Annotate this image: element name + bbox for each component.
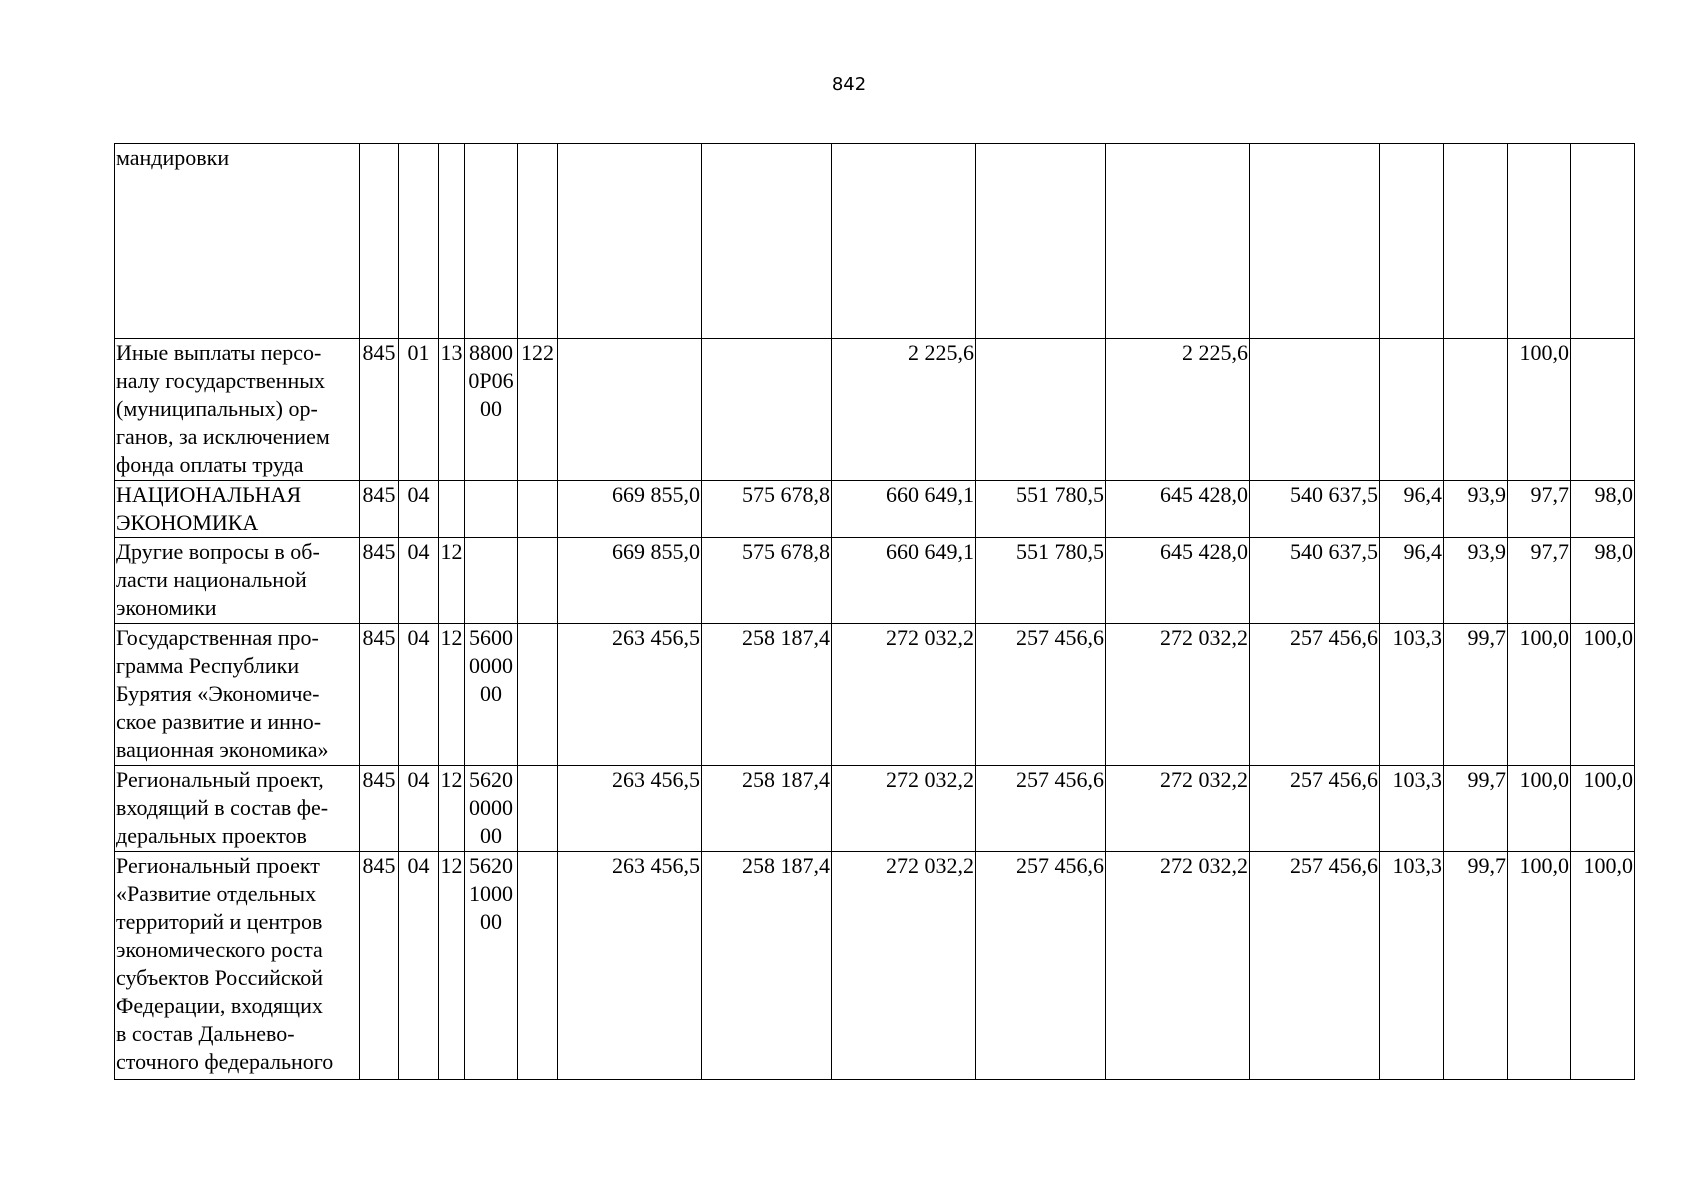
ministry-code-cell: 845 (360, 852, 399, 1080)
expense-type-code-cell (518, 852, 558, 1080)
value-cell: 99,7 (1444, 852, 1508, 1080)
value-cell: 103,3 (1380, 624, 1444, 766)
value-cell: 97,7 (1508, 538, 1571, 624)
value-cell: 93,9 (1444, 481, 1508, 538)
value-cell: 103,3 (1380, 766, 1444, 852)
ministry-code-cell: 845 (360, 339, 399, 481)
section-code-cell: 04 (399, 852, 439, 1080)
expense-type-code-cell (518, 481, 558, 538)
table-row (115, 481, 1635, 538)
target-item-code-cell (465, 538, 518, 624)
value-cell: 551 780,5 (976, 538, 1106, 624)
value-cell: 257 456,6 (976, 766, 1106, 852)
value-cell (1508, 144, 1571, 339)
row-name-cell: мандировки (115, 144, 360, 339)
value-cell (1380, 144, 1444, 339)
value-cell: 258 187,4 (702, 852, 832, 1080)
row-name-cell: Иные выплаты персо- налу государственных (муниципальных) ор- ганов, за исключением фонда оплаты труда (115, 339, 360, 481)
value-cell (976, 144, 1106, 339)
row-name-cell: Другие вопросы в об- ласти национальной экономики (115, 538, 360, 624)
value-cell: 97,7 (1508, 481, 1571, 538)
value-cell (1380, 339, 1444, 481)
value-cell: 257 456,6 (976, 624, 1106, 766)
expense-type-code-cell (518, 766, 558, 852)
table-row (115, 538, 1635, 624)
section-code-cell: 01 (399, 339, 439, 481)
value-cell: 272 032,2 (1106, 852, 1250, 1080)
ministry-code-cell: 845 (360, 766, 399, 852)
value-cell: 272 032,2 (832, 852, 976, 1080)
value-cell: 660 649,1 (832, 538, 976, 624)
table-row (115, 339, 1635, 481)
value-cell (1444, 339, 1508, 481)
target-item-code-cell: 5620 1000 00 (465, 852, 518, 1080)
value-cell: 99,7 (1444, 624, 1508, 766)
value-cell: 93,9 (1444, 538, 1508, 624)
value-cell: 540 637,5 (1250, 481, 1380, 538)
subsection-code-cell (439, 144, 465, 339)
value-cell: 99,7 (1444, 766, 1508, 852)
budget-table (114, 143, 1635, 1080)
value-cell (832, 144, 976, 339)
value-cell: 645 428,0 (1106, 481, 1250, 538)
value-cell (1571, 339, 1635, 481)
value-cell: 272 032,2 (832, 766, 976, 852)
value-cell (1571, 144, 1635, 339)
target-item-code-cell (465, 144, 518, 339)
value-cell: 2 225,6 (1106, 339, 1250, 481)
value-cell: 257 456,6 (1250, 766, 1380, 852)
section-code-cell: 04 (399, 538, 439, 624)
subsection-code-cell: 13 (439, 339, 465, 481)
ministry-code-cell: 845 (360, 481, 399, 538)
value-cell: 98,0 (1571, 538, 1635, 624)
value-cell: 660 649,1 (832, 481, 976, 538)
value-cell: 272 032,2 (1106, 766, 1250, 852)
value-cell: 263 456,5 (558, 852, 702, 1080)
row-name-cell: Государственная про- грамма Республики Бурятия «Экономиче- ское развитие и инно- вационная экономика» (115, 624, 360, 766)
value-cell: 257 456,6 (976, 852, 1106, 1080)
value-cell: 669 855,0 (558, 538, 702, 624)
target-item-code-cell: 5620 0000 00 (465, 766, 518, 852)
value-cell: 100,0 (1571, 624, 1635, 766)
value-cell: 2 225,6 (832, 339, 976, 481)
value-cell: 263 456,5 (558, 766, 702, 852)
value-cell: 103,3 (1380, 852, 1444, 1080)
value-cell: 258 187,4 (702, 766, 832, 852)
value-cell (702, 144, 832, 339)
value-cell: 100,0 (1508, 624, 1571, 766)
value-cell: 575 678,8 (702, 481, 832, 538)
subsection-code-cell: 12 (439, 852, 465, 1080)
section-code-cell: 04 (399, 481, 439, 538)
value-cell: 669 855,0 (558, 481, 702, 538)
target-item-code-cell: 8800 0P06 00 (465, 339, 518, 481)
value-cell: 257 456,6 (1250, 624, 1380, 766)
value-cell: 645 428,0 (1106, 538, 1250, 624)
value-cell (1106, 144, 1250, 339)
subsection-code-cell: 12 (439, 766, 465, 852)
value-cell: 272 032,2 (832, 624, 976, 766)
row-name-cell: НАЦИОНАЛЬНАЯ ЭКОНОМИКА (115, 481, 360, 538)
value-cell (702, 339, 832, 481)
value-cell: 551 780,5 (976, 481, 1106, 538)
table-row (115, 766, 1635, 852)
value-cell: 100,0 (1571, 852, 1635, 1080)
table-row (115, 144, 1635, 339)
value-cell: 575 678,8 (702, 538, 832, 624)
value-cell: 272 032,2 (1106, 624, 1250, 766)
ministry-code-cell: 845 (360, 624, 399, 766)
value-cell: 96,4 (1380, 538, 1444, 624)
target-item-code-cell: 5600 0000 00 (465, 624, 518, 766)
value-cell: 263 456,5 (558, 624, 702, 766)
value-cell: 257 456,6 (1250, 852, 1380, 1080)
section-code-cell (399, 144, 439, 339)
section-code-cell: 04 (399, 624, 439, 766)
value-cell: 100,0 (1571, 766, 1635, 852)
row-name-cell: Региональный проект, входящий в состав фе- деральных проектов (115, 766, 360, 852)
table-row (115, 852, 1635, 1080)
value-cell (976, 339, 1106, 481)
value-cell: 96,4 (1380, 481, 1444, 538)
subsection-code-cell: 12 (439, 538, 465, 624)
value-cell: 100,0 (1508, 766, 1571, 852)
value-cell: 540 637,5 (1250, 538, 1380, 624)
page-number: 842 (831, 74, 867, 95)
target-item-code-cell (465, 481, 518, 538)
expense-type-code-cell: 122 (518, 339, 558, 481)
ministry-code-cell: 845 (360, 538, 399, 624)
row-name-cell: Региональный проект «Развитие отдельных территорий и центров экономического роста субъектов Российской Федерации, входящих в состав Дальнево- сточного федерального (115, 852, 360, 1080)
table-row (115, 624, 1635, 766)
expense-type-code-cell (518, 538, 558, 624)
ministry-code-cell (360, 144, 399, 339)
value-cell (558, 339, 702, 481)
value-cell: 258 187,4 (702, 624, 832, 766)
value-cell (1250, 339, 1380, 481)
value-cell: 100,0 (1508, 852, 1571, 1080)
value-cell: 98,0 (1571, 481, 1635, 538)
subsection-code-cell (439, 481, 465, 538)
expense-type-code-cell (518, 144, 558, 339)
value-cell: 100,0 (1508, 339, 1571, 481)
expense-type-code-cell (518, 624, 558, 766)
value-cell (1250, 144, 1380, 339)
value-cell (558, 144, 702, 339)
subsection-code-cell: 12 (439, 624, 465, 766)
section-code-cell: 04 (399, 766, 439, 852)
value-cell (1444, 144, 1508, 339)
